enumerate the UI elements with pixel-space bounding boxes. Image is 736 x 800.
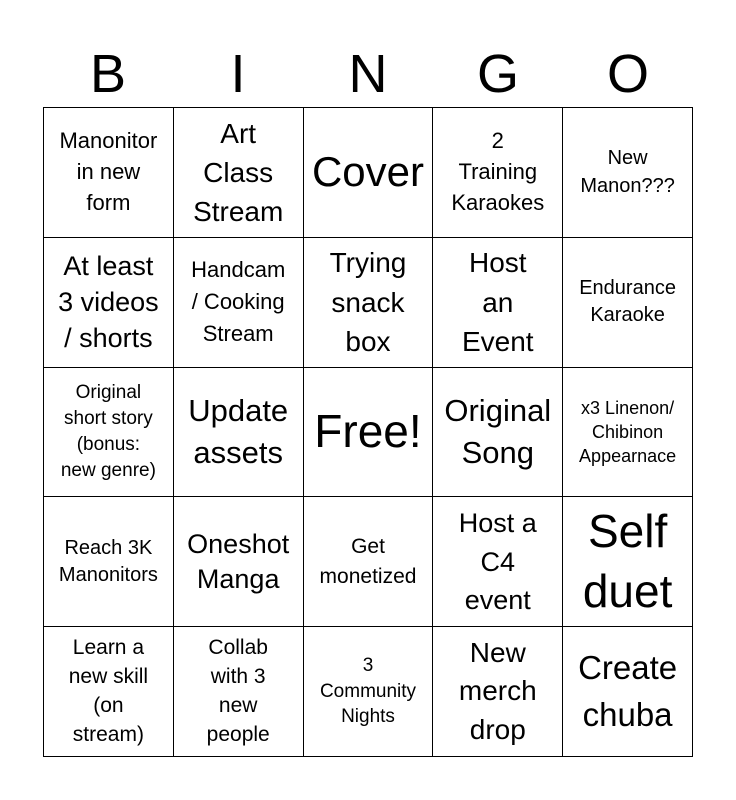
bingo-cell-r2-c2[interactable] [174, 238, 304, 368]
bingo-cell-text: Manonitor in new form [59, 128, 158, 215]
bingo-cell-text: Self duet [582, 504, 673, 617]
header-letter-g: G [476, 44, 519, 104]
bingo-cell-r3-c4[interactable] [433, 368, 563, 498]
bingo-cell-text: Oneshot Manga [187, 528, 290, 594]
bingo-cell-r1-c4[interactable] [433, 108, 563, 238]
bingo-cell-r1-c2[interactable] [174, 108, 304, 238]
bingo-cell-r4-c3[interactable] [304, 497, 434, 627]
bingo-cell-text: New merch drop [458, 636, 537, 745]
bingo-cell-text: Get monetized [319, 535, 417, 588]
bingo-cell-text: Original Song [444, 393, 552, 470]
bingo-board [43, 107, 693, 757]
bingo-cell-r3-c2[interactable] [174, 368, 304, 498]
free-space-cell[interactable] [304, 368, 434, 498]
bingo-cell-text: Original short story (bonus: new genre) [60, 381, 156, 482]
bingo-cell-r2-c4[interactable] [433, 238, 563, 368]
bingo-cell-text: Update assets [188, 393, 289, 470]
bingo-cell-r3-c5[interactable] [563, 368, 693, 498]
bingo-cell-r1-c1[interactable] [44, 108, 174, 238]
bingo-cell-text: Create chuba [578, 649, 678, 733]
bingo-cell-r2-c5[interactable] [563, 238, 693, 368]
bingo-cell-text: Cover [311, 148, 425, 196]
bingo-cell-r4-c5[interactable] [563, 497, 693, 627]
header-letter-i: I [230, 44, 246, 104]
header-letter-o: O [606, 44, 649, 104]
bingo-cell-r2-c1[interactable] [44, 238, 174, 368]
bingo-cell-r5-c5[interactable] [563, 627, 693, 757]
bingo-cell-text: 3 Community Nights [319, 655, 417, 728]
bingo-cell-r5-c3[interactable] [304, 627, 434, 757]
bingo-cell-text: Endurance Karaoke [579, 277, 676, 327]
bingo-cell-r5-c4[interactable] [433, 627, 563, 757]
bingo-cell-r4-c1[interactable] [44, 497, 174, 627]
bingo-cell-r5-c1[interactable] [44, 627, 174, 757]
bingo-cell-text: Learn a new skill (on stream) [68, 635, 149, 746]
header-letter-b: B [89, 44, 127, 104]
bingo-cell-text: Trying snack box [329, 247, 407, 357]
bingo-cell-text: Free! [314, 405, 422, 458]
bingo-cell-text: 2 Training Karaokes [451, 128, 545, 215]
bingo-cell-r4-c2[interactable] [174, 497, 304, 627]
bingo-cell-text: Host an Event [461, 247, 534, 357]
bingo-header [43, 40, 693, 108]
bingo-cell-r1-c3[interactable] [304, 108, 434, 238]
bingo-cell-r5-c2[interactable] [174, 627, 304, 757]
bingo-cell-text: Host a C4 event [458, 508, 537, 615]
bingo-cell-r4-c4[interactable] [433, 497, 563, 627]
bingo-cell-text: Collab with 3 new people [206, 635, 270, 746]
bingo-cell-r1-c5[interactable] [563, 108, 693, 238]
bingo-cell-text: x3 Linenon/ Chibinon Appearnace [579, 397, 677, 467]
bingo-cell-text: Reach 3K Manonitors [58, 536, 158, 586]
bingo-cell-text: Handcam / Cooking Stream [191, 257, 286, 347]
bingo-cell-r3-c1[interactable] [44, 368, 174, 498]
bingo-cell-r2-c3[interactable] [304, 238, 434, 368]
header-letter-n: N [348, 44, 388, 104]
bingo-cell-text: Art Class Stream [193, 117, 284, 227]
bingo-cell-text: New Manon??? [580, 147, 675, 198]
bingo-cell-text: At least 3 videos / shorts [58, 250, 159, 354]
